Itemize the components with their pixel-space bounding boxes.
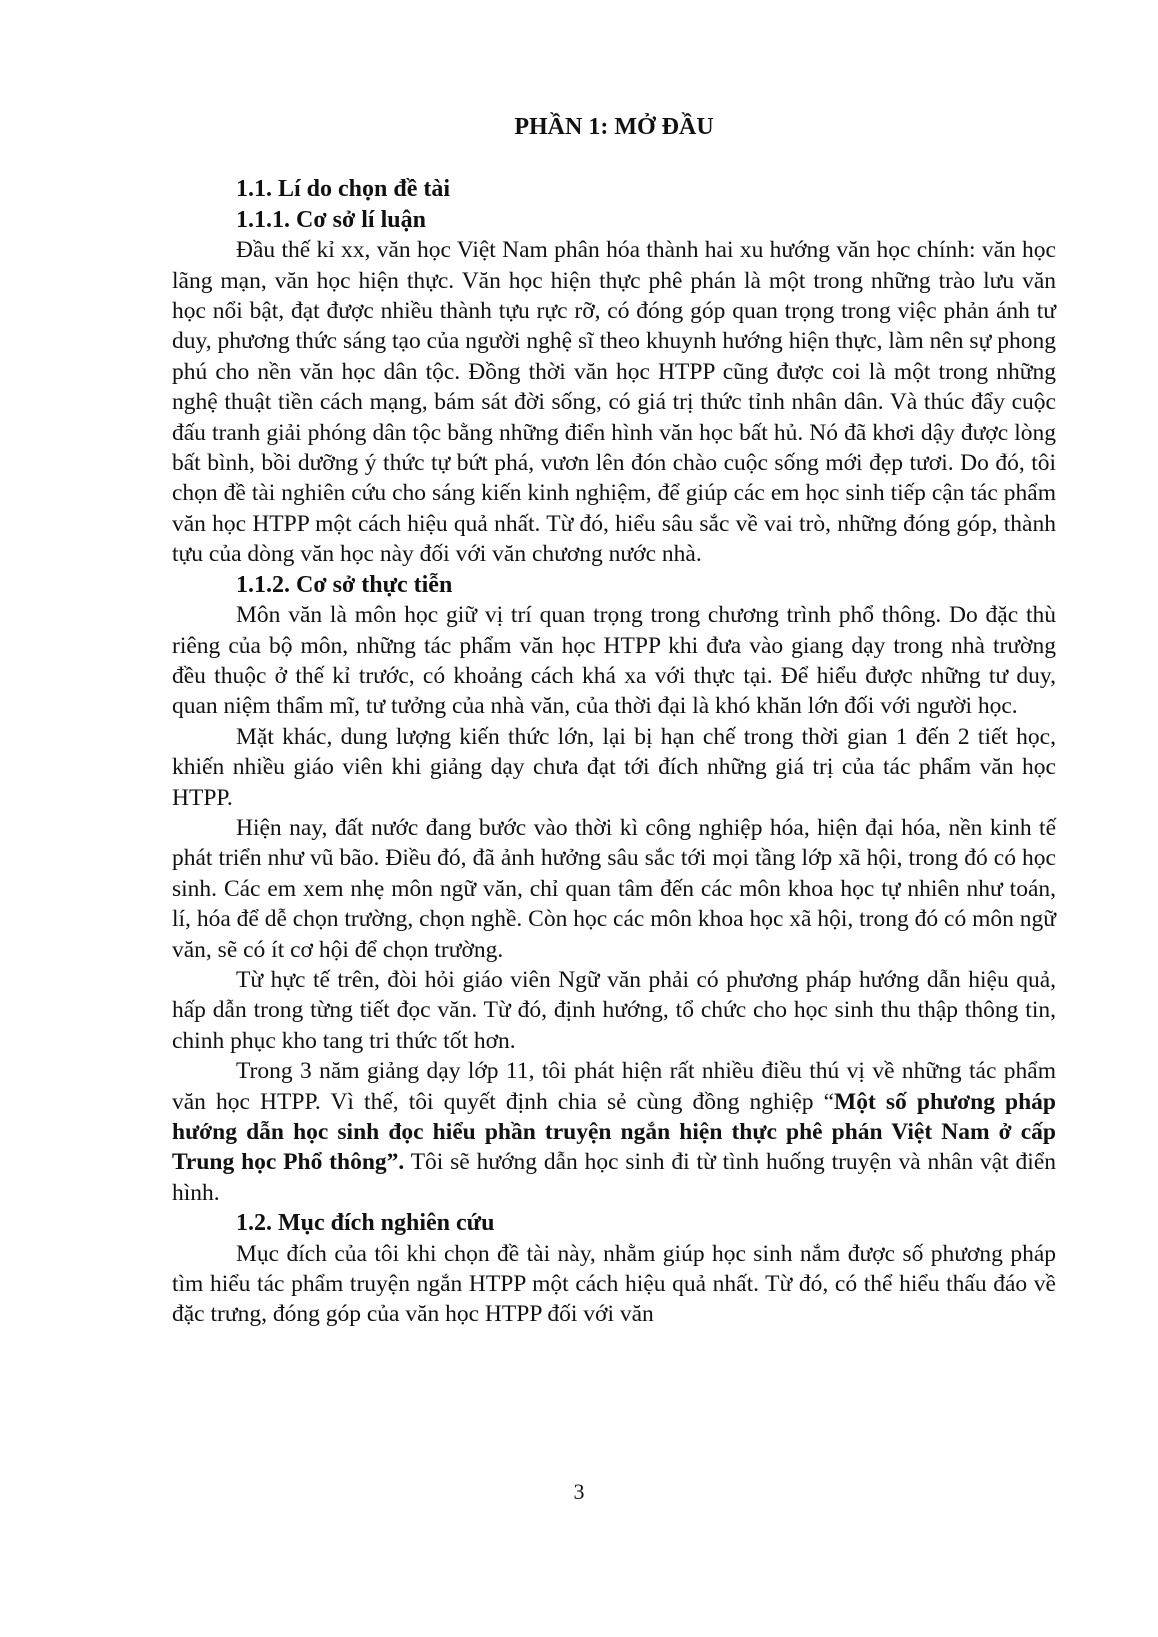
page-title: PHẦN 1: MỞ ĐẦU — [514, 114, 714, 140]
paragraph-text: Tôi sẽ hướng dẫn học sinh đi từ tình huống truyện và nhân vật điển hình. — [172, 1149, 1056, 1206]
section-heading-1-2: 1.2. Mục đích nghiên cứu — [236, 1210, 495, 1237]
paragraph-practice-3: Hiện nay, đất nước đang bước vào thời kì công nghiệp hóa, hiện đại hóa, nền kinh tế phát triển như vũ bão. Điều đó, đã ảnh hưởng sâu sắc tới mọi tầng lớp xã hội, trong đó có học sinh. Các em xem nhẹ môn ngữ văn, chỉ quan tâm đến các môn khoa học tự nhiên như toán, lí, hóa để dễ chọn trường, chọn nghề. Còn học các môn khoa học xã hội, trong đó có môn ngữ văn, sẽ có ít cơ hội để chọn trường. — [172, 814, 1056, 963]
topic-title-bold: Một số phương pháp hướng dẫn học sinh đọc hiểu phần truyện ngắn hiện thực phê phán Việt Nam ở cấp Trung học Phổ thông”. — [172, 1088, 1057, 1176]
paragraph-practice-2: Mặt khác, dung lượng kiến thức lớn, lại bị hạn chế trong thời gian 1 đến 2 tiết học, khiến nhiều giáo viên khi giảng dạy chưa đạt tới đích những giá trị của tác phẩm văn học HTPP. — [172, 723, 1056, 811]
paragraph-practice-1: Môn văn là môn học giữ vị trí quan trọng trong chương trình phổ thông. Do đặc thù riêng của bộ môn, những tác phẩm văn học HTPP khi đưa vào giang dạy trong nhà trường đều thuộc ở thế kỉ trước, có khoảng cách khá xa với thực tại. Để hiểu được những tư duy, quan niệm thẩm mĩ, tư tưởng của nhà văn, của thời đại là khó khăn lớn đối với người học. — [172, 602, 1056, 720]
section-heading-1-1-2: 1.1.2. Cơ sở thực tiễn — [236, 571, 453, 598]
paragraph-purpose: Mục đích của tôi khi chọn đề tài này, nhằm giúp học sinh nắm được số phương pháp tìm hiểu tác phẩm truyện ngắn HTPP một cách hiệu quả nhất. Từ đó, có thể hiểu thấu đáo về đặc trưng, đóng góp của văn học HTPP đối với văn — [172, 1240, 1056, 1328]
paragraph-text: Trong 3 năm giảng dạy lớp 11, tôi phát hiện rất nhiều điều thú vị về những tác phẩm văn học HTPP. Vì thế, tôi quyết định chia sẻ cùng đồng nghiệp “ — [172, 1058, 1056, 1115]
paragraph-practice-4: Từ hực tế trên, đòi hỏi giáo viên Ngữ văn phải có phương pháp hướng dẫn hiệu quả, hấp dẫn trong từng tiết đọc văn. Từ đó, định hướng, tổ chức cho học sinh thu thập thông tin, chinh phục kho tang tri thức tốt hơn. — [172, 966, 1056, 1054]
section-heading-1-1: 1.1. Lí do chọn đề tài — [236, 176, 451, 203]
paragraph-practice-5 — [172, 1056, 1056, 1208]
section-heading-1-1-1: 1.1.1. Cơ sở lí luận — [236, 206, 426, 233]
page-number: 3 — [573, 1479, 585, 1504]
paragraph-theory: Đầu thế kỉ xx, văn học Việt Nam phân hóa thành hai xu hướng văn học chính: văn học lãng mạn, văn học hiện thực. Văn học hiện thực phê phán là một trong những trào lưu văn học nổi bật, đạt được nhiều thành tựu rực rỡ, có đóng góp quan trọng trong việc phản ánh tư duy, phương thức sáng tạo của người nghệ sĩ theo khuynh hướng hiện thực, làm nên sự phong phú cho nền văn học dân tộc. Đồng thời văn học HTPP cũng được coi là một trong những nghệ thuật tiền cách mạng, bám sát đời sống, có giá trị thức tỉnh nhân dân. Và thúc đẩy cuộc đấu tranh giải phóng dân tộc bằng những điển hình văn học bất hủ. Nó đã khơi dậy được lòng bất bình, bồi dưỡng ý thức tự bứt phá, vươn lên đón chào cuộc sống mới đẹp tươi. Do đó, tôi chọn đề tài nghiên cứu cho sáng kiến kinh nghiệm, để giúp các em học sinh tiếp cận tác phẩm văn học HTPP một cách hiệu quả nhất. Từ đó, hiểu sâu sắc về vai trò, những đóng góp, thành tựu của dòng văn học này đối với văn chương nước nhà. — [172, 237, 1056, 568]
